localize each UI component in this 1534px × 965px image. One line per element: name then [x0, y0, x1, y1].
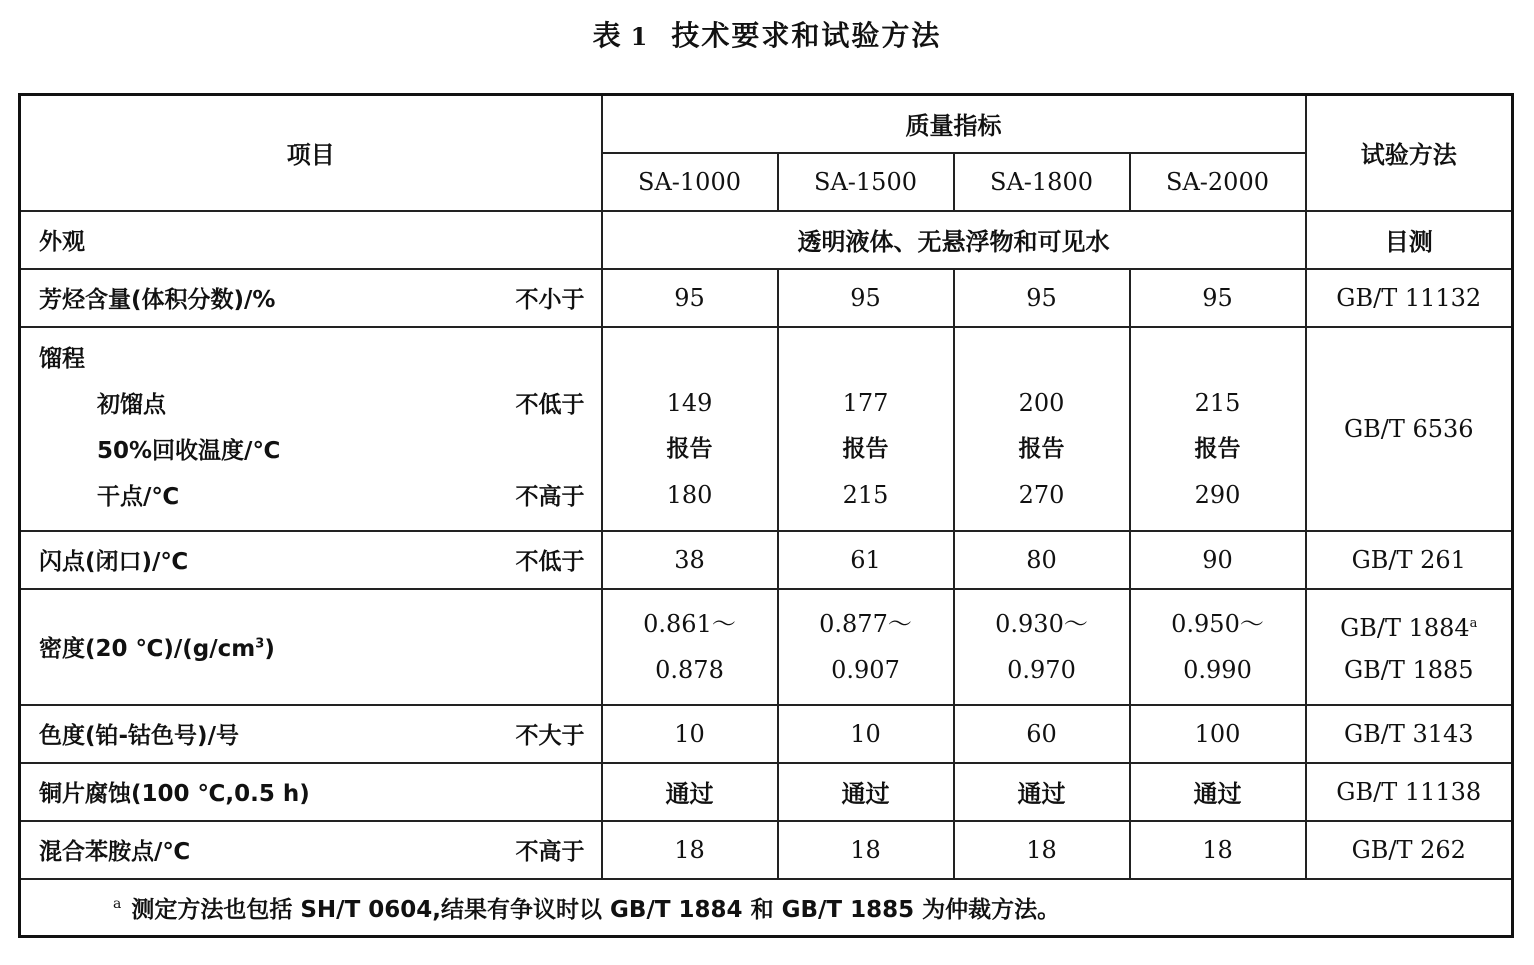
- footnote-text: 测定方法也包括 SH/T 0604,结果有争议时以 GB/T 1884 和 GB/T 1885 为仲裁方法。: [131, 896, 1061, 923]
- aniline-qualifier: 不高于: [515, 839, 585, 865]
- appearance-method: 目测: [1306, 211, 1513, 269]
- density-col-1: [602, 589, 778, 705]
- ibp-name: 初馏点: [97, 392, 166, 418]
- aniline-item: [20, 821, 602, 879]
- aromatic-qualifier: 不小于: [515, 287, 585, 313]
- ibp-value-4: 215: [1194, 388, 1241, 417]
- distillation-item: [20, 327, 602, 531]
- row-aromatic: [20, 269, 1513, 327]
- aromatic-value-3: 95: [954, 269, 1130, 327]
- spec-table: [18, 93, 1514, 938]
- grade-sa-2000: SA-2000: [1130, 153, 1306, 211]
- aniline-value-3: 18: [954, 821, 1130, 879]
- density-item: [20, 589, 602, 705]
- flash-name: 闪点(闭口)/℃: [39, 549, 189, 575]
- flash-item: [20, 531, 602, 589]
- table-title-text: 技术要求和试验方法: [671, 19, 942, 52]
- flash-value-2: 61: [778, 531, 954, 589]
- color-value-1: 10: [602, 705, 778, 763]
- row-density: [20, 589, 1513, 705]
- aniline-value-1: 18: [602, 821, 778, 879]
- table-number: 1: [630, 22, 650, 51]
- grade-sa-1000: SA-1000: [602, 153, 778, 211]
- dry-value-2: 215: [842, 480, 889, 509]
- density-high-2: 0.907: [831, 655, 900, 684]
- density-low-4: 0.950～: [1171, 609, 1264, 638]
- row-color: [20, 705, 1513, 763]
- density-high-3: 0.970: [1007, 655, 1076, 684]
- distillation-col-1: [602, 327, 778, 531]
- density-high-4: 0.990: [1183, 655, 1252, 684]
- density-name-end: ): [264, 636, 275, 662]
- table-title: [0, 14, 1534, 54]
- aniline-name: 混合苯胺点/℃: [39, 839, 191, 865]
- aromatic-item: [20, 269, 602, 327]
- color-value-4: 100: [1130, 705, 1306, 763]
- density-method-2: GB/T 1885: [1343, 655, 1474, 684]
- ibp-qualifier: 不低于: [515, 392, 585, 418]
- row-footnote: [20, 879, 1513, 937]
- copper-name: 铜片腐蚀(100 ℃,0.5 h): [39, 781, 310, 807]
- grade-sa-1500: SA-1500: [778, 153, 954, 211]
- flash-value-4: 90: [1130, 531, 1306, 589]
- grade-sa-1800: SA-1800: [954, 153, 1130, 211]
- color-item: [20, 705, 602, 763]
- ibp-value-3: 200: [1018, 388, 1065, 417]
- density-method: [1306, 589, 1513, 705]
- header-item: 项目: [20, 95, 602, 211]
- table-title-label: 表: [592, 19, 623, 52]
- dry-value-4: 290: [1194, 480, 1241, 509]
- footnote: [20, 879, 1513, 937]
- dry-value-3: 270: [1018, 480, 1065, 509]
- appearance-item: [20, 211, 602, 269]
- flash-value-1: 38: [602, 531, 778, 589]
- t50-value-4: 报告: [1194, 435, 1241, 462]
- t50-value-1: 报告: [666, 435, 713, 462]
- aniline-value-4: 18: [1130, 821, 1306, 879]
- density-method-1-mark: a: [1469, 615, 1478, 631]
- distillation-col-4: [1130, 327, 1306, 531]
- aromatic-value-4: 95: [1130, 269, 1306, 327]
- copper-value-1: 通过: [602, 763, 778, 821]
- header-quality: 质量指标: [602, 95, 1306, 153]
- density-low-2: 0.877～: [819, 609, 912, 638]
- row-appearance: [20, 211, 1513, 269]
- density-method-1: [1307, 601, 1512, 647]
- row-flash: [20, 531, 1513, 589]
- aniline-method: GB/T 262: [1306, 821, 1513, 879]
- appearance-name: 外观: [39, 229, 85, 255]
- density-low-1: 0.861～: [643, 609, 736, 638]
- row-copper: [20, 763, 1513, 821]
- copper-value-4: 通过: [1130, 763, 1306, 821]
- row-aniline: [20, 821, 1513, 879]
- density-name-sup: 3: [255, 636, 265, 652]
- density-col-3: [954, 589, 1130, 705]
- density-col-2: [778, 589, 954, 705]
- flash-value-3: 80: [954, 531, 1130, 589]
- density-col-4: [1130, 589, 1306, 705]
- flash-method: GB/T 261: [1306, 531, 1513, 589]
- copper-value-2: 通过: [778, 763, 954, 821]
- ibp-value-1: 149: [666, 388, 713, 417]
- t50-name: 50%回收温度/℃: [97, 438, 281, 464]
- appearance-value: 透明液体、无悬浮物和可见水: [602, 211, 1306, 269]
- color-value-3: 60: [954, 705, 1130, 763]
- density-low-3: 0.930～: [995, 609, 1088, 638]
- dry-value-1: 180: [666, 480, 713, 509]
- density-name-text: 密度(20 ℃)/(g/cm: [39, 636, 256, 662]
- color-method: GB/T 3143: [1306, 705, 1513, 763]
- header-method: 试验方法: [1306, 95, 1513, 211]
- density-method-1-text: GB/T 1884: [1340, 613, 1470, 642]
- aromatic-method: GB/T 11132: [1306, 269, 1513, 327]
- copper-item: [20, 763, 602, 821]
- header-row-1: [20, 95, 1513, 153]
- footnote-mark: a: [113, 895, 122, 912]
- density-high-1: 0.878: [655, 655, 724, 684]
- row-distillation: [20, 327, 1513, 531]
- aromatic-value-2: 95: [778, 269, 954, 327]
- distillation-col-3: [954, 327, 1130, 531]
- color-value-2: 10: [778, 705, 954, 763]
- aromatic-value-1: 95: [602, 269, 778, 327]
- dry-qualifier: 不高于: [515, 484, 585, 510]
- color-qualifier: 不大于: [515, 723, 585, 749]
- color-name: 色度(铂-钴色号)/号: [39, 723, 239, 749]
- aniline-value-2: 18: [778, 821, 954, 879]
- copper-method: GB/T 11138: [1306, 763, 1513, 821]
- distillation-col-2: [778, 327, 954, 531]
- copper-value-3: 通过: [954, 763, 1130, 821]
- density-name: [39, 636, 275, 662]
- distillation-name: 馏程: [39, 346, 85, 372]
- flash-qualifier: 不低于: [515, 549, 585, 575]
- dry-name: 干点/℃: [97, 484, 180, 510]
- t50-value-3: 报告: [1018, 435, 1065, 462]
- distillation-method: GB/T 6536: [1306, 327, 1513, 531]
- aromatic-name: 芳烃含量(体积分数)/%: [39, 287, 276, 313]
- ibp-value-2: 177: [842, 388, 889, 417]
- t50-value-2: 报告: [842, 435, 889, 462]
